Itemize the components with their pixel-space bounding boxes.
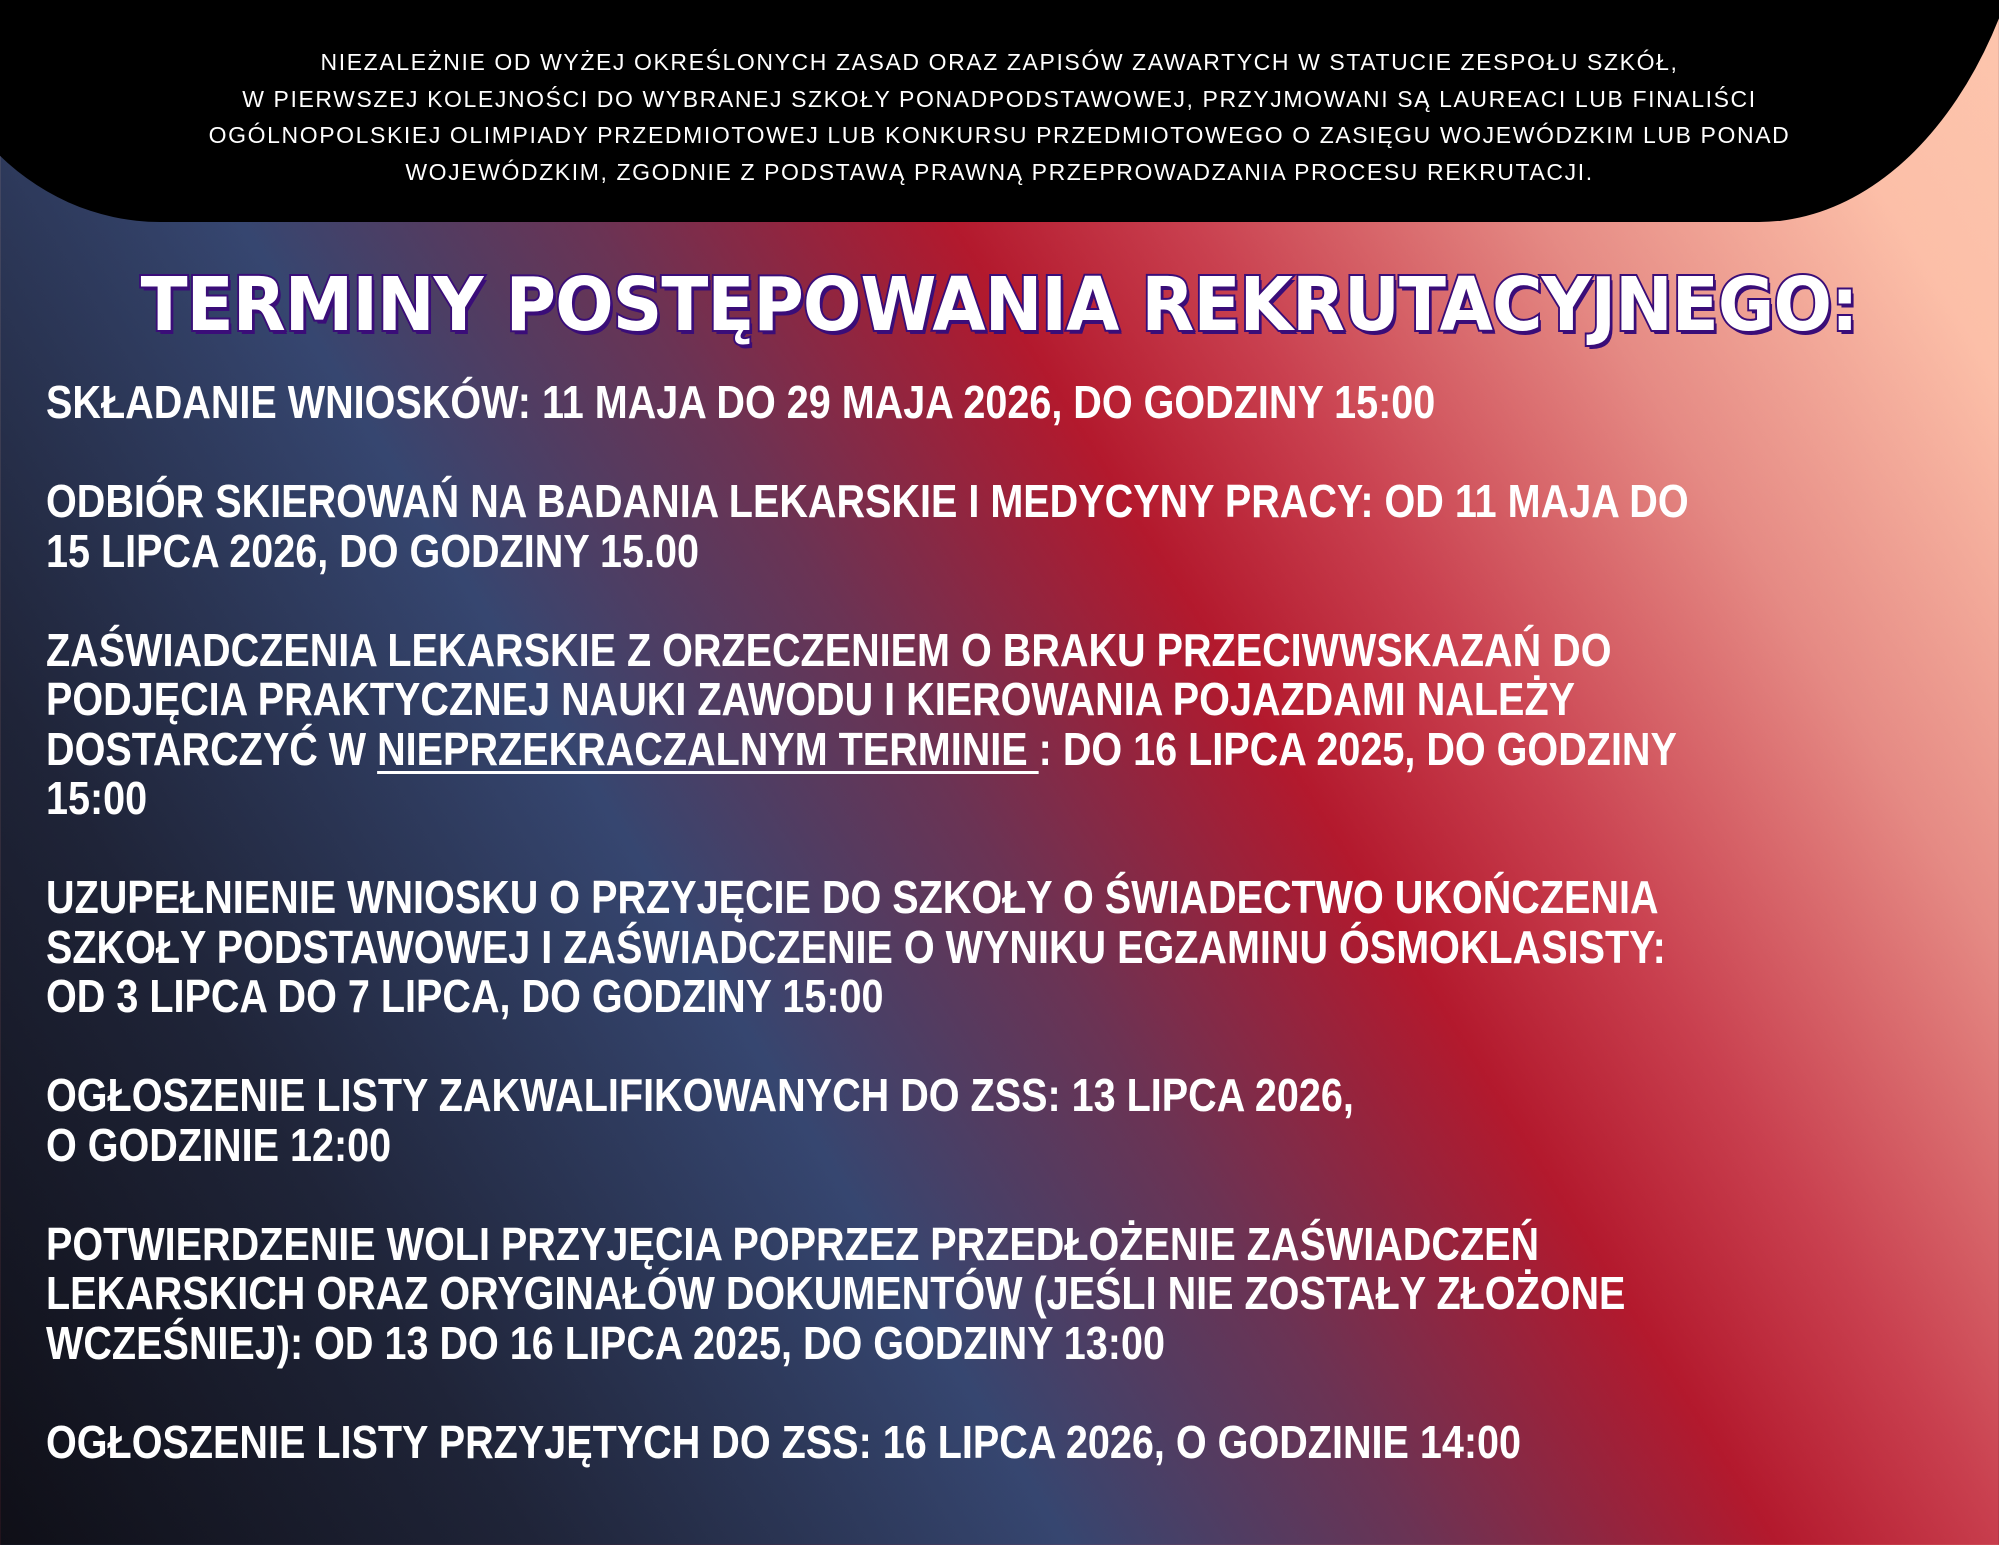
text: : DO 16 LIPCA 2025, DO GODZINY xyxy=(1038,722,1677,775)
schedule-line: ZAŚWIADCZENIA LEKARSKIE Z ORZECZENIEM O BRAKU PRZECIWWSKAZAŃ DO xyxy=(46,623,1612,676)
schedule-item xyxy=(46,1415,1689,1468)
schedule-line: 15 LIPCA 2026, DO GODZINY 15.00 xyxy=(46,524,700,577)
schedule-list xyxy=(46,378,1689,1517)
schedule-line: OD 3 LIPCA DO 7 LIPCA, DO GODZINY 15:00 xyxy=(46,970,884,1022)
notice-line: OGÓLNOPOLSKIEJ OLIMPIADY PRZEDMIOTOWEJ LUB KONKURSU PRZEDMIOTOWEGO O ZASIĘGU WOJEWÓDZKIM LUB PONAD xyxy=(208,122,1791,148)
schedule-item xyxy=(46,1071,1689,1170)
notice-line: WOJEWÓDZKIM, ZGODNIE Z PODSTAWĄ PRAWNĄ PRZEPROWADZANIA PROCESU REKRUTACJI. xyxy=(405,158,1594,185)
notice-line: NIEZALEŻNIE OD WYŻEJ OKREŚLONYCH ZASAD ORAZ ZAPISÓW ZAWARTYCH W STATUCIE ZESPOŁU SZKÓŁ, xyxy=(320,49,1679,75)
schedule-line: SZKOŁY PODSTAWOWEJ I ZAŚWIADCZENIE O WYNIKU EGZAMINU ÓSMOKLASISTY: xyxy=(46,920,1666,973)
schedule-line: UZUPEŁNIENIE WNIOSKU O PRZYJĘCIE DO SZKOŁY O ŚWIADECTWO UKOŃCZENIA xyxy=(46,871,1659,923)
schedule-line: OGŁOSZENIE LISTY PRZYJĘTYCH DO ZSS: 16 LIPCA 2026, O GODZINIE 14:00 xyxy=(46,1415,1522,1468)
schedule-line: 15:00 xyxy=(46,772,148,824)
notice-text xyxy=(0,44,1999,190)
schedule-line: OGŁOSZENIE LISTY ZAKWALIFIKOWANYCH DO ZSS: 13 LIPCA 2026, xyxy=(46,1069,1354,1121)
schedule-line: WCZEŚNIEJ): OD 13 DO 16 LIPCA 2025, DO GODZINY 13:00 xyxy=(46,1316,1165,1369)
schedule-item xyxy=(46,1217,1689,1369)
schedule-item xyxy=(46,623,1689,824)
schedule-line: SKŁADANIE WNIOSKÓW: 11 MAJA DO 29 MAJA 2026, DO GODZINY 15:00 xyxy=(46,376,1436,428)
notice-line: W PIERWSZEJ KOLEJNOŚCI DO WYBRANEJ SZKOŁY PONADPODSTAWOWEJ, PRZYJMOWANI SĄ LAUREACI LUB FINALIŚCI xyxy=(242,85,1757,112)
schedule-line: PODJĘCIA PRAKTYCZNEJ NAUKI ZAWODU I KIEROWANIA POJAZDAMI NALEŻY xyxy=(46,673,1575,725)
schedule-item xyxy=(46,873,1689,1022)
schedule-line: POTWIERDZENIE WOLI PRZYJĘCIA POPRZEZ PRZEDŁOŻENIE ZAŚWIADCZEŃ xyxy=(46,1217,1540,1270)
schedule-line: LEKARSKICH ORAZ ORYGINAŁÓW DOKUMENTÓW (JEŚLI NIE ZOSTAŁY ZŁOŻONE xyxy=(46,1267,1626,1319)
schedule-item xyxy=(46,378,1689,428)
text: DOSTARCZYĆ W xyxy=(46,722,378,775)
schedule-line: ODBIÓR SKIEROWAŃ NA BADANIA LEKARSKIE I MEDYCYNY PRACY: OD 11 MAJA DO xyxy=(46,475,1689,527)
underlined-deadline: NIEPRZEKRACZALNYM TERMINIE xyxy=(377,722,1039,775)
schedule-line xyxy=(46,722,1689,775)
schedule-line: O GODZINIE 12:00 xyxy=(46,1118,392,1171)
schedule-item xyxy=(46,477,1689,576)
page-title: TERMINY POSTĘPOWANIA REKRUTACYJNEGO: xyxy=(140,262,1858,348)
